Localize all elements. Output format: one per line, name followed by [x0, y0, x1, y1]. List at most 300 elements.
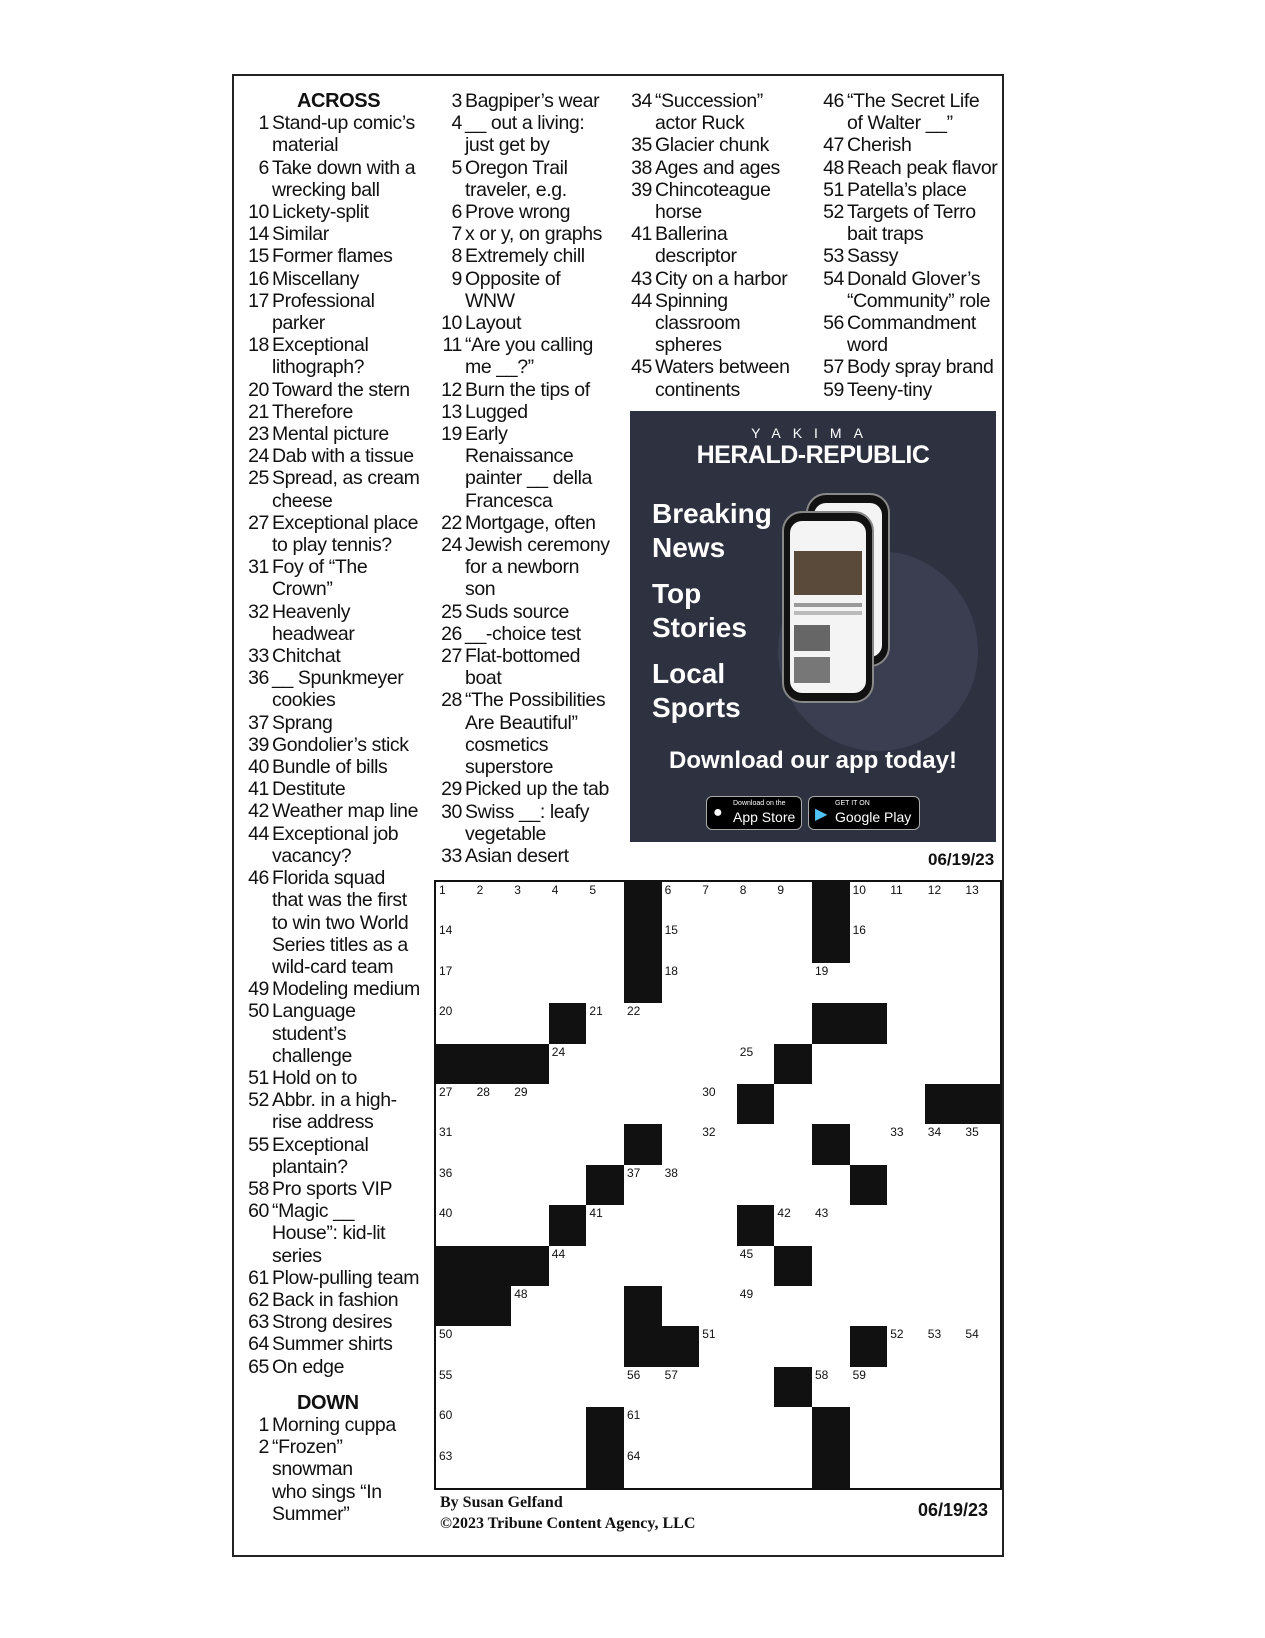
grid-cell[interactable]	[737, 1407, 776, 1448]
down-clue-list-2	[438, 90, 618, 867]
clue-down_col2-9	[438, 268, 618, 312]
grid-cell[interactable]	[474, 1003, 513, 1044]
grid-cell[interactable]	[774, 963, 813, 1004]
grid-cell[interactable]	[737, 1367, 776, 1408]
grid-block	[549, 1205, 588, 1246]
clue-text-line: boat	[465, 667, 502, 690]
grid-cell[interactable]	[925, 882, 964, 923]
clue-number: 40	[248, 756, 269, 779]
clue-text-line: continents	[655, 378, 740, 401]
grid-cell[interactable]	[774, 922, 813, 963]
grid-cell-number: 45	[739, 1246, 754, 1261]
grid-cell[interactable]	[737, 1286, 776, 1327]
grid-cell[interactable]	[774, 1003, 813, 1044]
grid-cell[interactable]	[474, 1448, 513, 1488]
clue-text-line: Exceptional place	[272, 511, 419, 534]
clue-text-line: __ Spunkmeyer	[272, 667, 404, 690]
grid-cell[interactable]	[586, 1286, 625, 1327]
clue-text-line: Destitute	[272, 778, 346, 801]
grid-cell[interactable]	[962, 1044, 1000, 1085]
grid-cell[interactable]	[662, 1448, 701, 1488]
clue-text-line: to win two World	[272, 911, 409, 934]
clue-number: 16	[248, 267, 269, 290]
grid-cell[interactable]	[737, 922, 776, 963]
grid-cell[interactable]	[774, 1165, 813, 1206]
clue-number: 31	[248, 556, 269, 579]
grid-cell[interactable]	[511, 1003, 550, 1044]
clue-text-line: Francesca	[465, 489, 553, 512]
author-credit: By Susan Gelfand	[440, 1494, 563, 1511]
grid-cell[interactable]	[812, 1084, 851, 1125]
grid-cell[interactable]	[511, 1407, 550, 1448]
grid-cell[interactable]	[887, 922, 926, 963]
clue-down_col4-51	[820, 179, 1000, 201]
clue-number: 55	[248, 1133, 269, 1156]
grid-cell[interactable]	[962, 1367, 1000, 1408]
clue-down_col3-39	[628, 179, 808, 223]
clue-text-line: “The Possibilities	[465, 689, 606, 712]
ad-line-sports: Sports	[652, 692, 741, 723]
grid-cell[interactable]	[850, 1124, 889, 1165]
grid-cell[interactable]	[586, 922, 625, 963]
grid-cell[interactable]	[850, 1407, 889, 1448]
grid-block	[925, 1084, 964, 1125]
grid-cell[interactable]	[887, 1124, 926, 1165]
grid-cell-number: 6	[664, 883, 672, 897]
clue-across-44	[245, 823, 430, 867]
grid-cell[interactable]	[586, 963, 625, 1004]
grid-block	[474, 1246, 513, 1287]
grid-cell[interactable]	[887, 882, 926, 923]
grid-cell[interactable]	[511, 882, 550, 923]
grid-cell[interactable]	[699, 1165, 738, 1206]
grid-cell[interactable]	[850, 1044, 889, 1085]
grid-block	[774, 1044, 813, 1085]
grid-cell[interactable]	[662, 963, 701, 1004]
clue-across-41	[245, 778, 430, 800]
clue-text-line: wrecking ball	[272, 178, 380, 201]
clue-number: 52	[248, 1089, 269, 1112]
clue-number: 64	[248, 1333, 269, 1356]
grid-cell[interactable]	[436, 1326, 475, 1367]
grid-cell[interactable]	[624, 1205, 663, 1246]
grid-cell[interactable]	[474, 1367, 513, 1408]
clue-number: 62	[248, 1288, 269, 1311]
clue-text-line: cheese	[272, 489, 333, 512]
clue-text-line: Spread, as cream	[272, 467, 420, 490]
clue-text-line: Modeling medium	[272, 978, 420, 1001]
clue-number: 59	[823, 378, 844, 401]
grid-cell[interactable]	[962, 1165, 1000, 1206]
grid-cell[interactable]	[511, 1165, 550, 1206]
grid-cell[interactable]	[887, 1165, 926, 1206]
clue-text-line: Exceptional	[272, 1133, 369, 1156]
grid-cell[interactable]	[474, 1205, 513, 1246]
grid-cell[interactable]	[962, 1205, 1000, 1246]
clue-text-line: Abbr. in a high-	[272, 1089, 397, 1112]
grid-cell[interactable]	[737, 1246, 776, 1287]
clue-across-51	[245, 1067, 430, 1089]
grid-cell[interactable]	[887, 1286, 926, 1327]
clue-text-line: Renaissance	[465, 445, 574, 468]
clue-across-27	[245, 512, 430, 556]
grid-cell[interactable]	[474, 1407, 513, 1448]
grid-cell[interactable]	[549, 882, 588, 923]
grid-cell[interactable]	[436, 1003, 475, 1044]
grid-cell[interactable]	[474, 882, 513, 923]
grid-block	[850, 1326, 889, 1367]
grid-cell[interactable]	[624, 1448, 663, 1488]
grid-cell[interactable]	[699, 1448, 738, 1488]
grid-cell[interactable]	[436, 1084, 475, 1125]
grid-cell[interactable]	[699, 1286, 738, 1327]
grid-cell[interactable]	[662, 922, 701, 963]
grid-cell[interactable]	[436, 963, 475, 1004]
grid-cell[interactable]	[549, 1286, 588, 1327]
grid-cell[interactable]	[812, 1044, 851, 1085]
grid-cell[interactable]	[812, 1326, 851, 1367]
grid-cell[interactable]	[812, 963, 851, 1004]
grid-cell[interactable]	[474, 1326, 513, 1367]
grid-cell[interactable]	[699, 963, 738, 1004]
grid-cell[interactable]	[511, 1367, 550, 1408]
grid-cell[interactable]	[699, 1205, 738, 1246]
grid-cell[interactable]	[737, 1165, 776, 1206]
clue-across-58	[245, 1178, 430, 1200]
clue-text-line: bait traps	[847, 223, 924, 246]
grid-cell[interactable]	[887, 1367, 926, 1408]
grid-cell[interactable]	[511, 1448, 550, 1488]
grid-cell-number: 34	[927, 1125, 942, 1140]
grid-cell[interactable]	[812, 1165, 851, 1206]
clue-text-line: Teeny-tiny	[847, 378, 932, 401]
grid-cell[interactable]	[511, 922, 550, 963]
clue-text-line: Take down with a	[272, 156, 416, 179]
clue-number: 46	[248, 867, 269, 890]
grid-cell[interactable]	[774, 1448, 813, 1488]
grid-cell[interactable]	[925, 1044, 964, 1085]
grid-cell[interactable]	[624, 1407, 663, 1448]
grid-cell[interactable]	[774, 1124, 813, 1165]
grid-cell[interactable]	[586, 1124, 625, 1165]
clue-down_col2-19	[438, 423, 618, 512]
google-play-button[interactable]	[808, 796, 920, 830]
grid-cell[interactable]	[699, 1326, 738, 1367]
grid-cell[interactable]	[962, 1326, 1000, 1367]
grid-cell[interactable]	[812, 1246, 851, 1287]
grid-block	[586, 1448, 625, 1488]
grid-cell[interactable]	[850, 1286, 889, 1327]
clue-down_col2-12	[438, 379, 618, 401]
grid-cell[interactable]	[511, 1124, 550, 1165]
grid-cell[interactable]	[962, 1124, 1000, 1165]
clue-text-line: horse	[655, 201, 702, 224]
grid-cell[interactable]	[850, 922, 889, 963]
clue-text-line: for a newborn	[465, 556, 580, 579]
clue-down_col2-11	[438, 334, 618, 378]
grid-cell[interactable]	[662, 1084, 701, 1125]
grid-cell[interactable]	[737, 882, 776, 923]
grid-cell[interactable]	[925, 1286, 964, 1327]
clue-text-line: Prove wrong	[465, 201, 571, 224]
phone-front-image	[782, 511, 874, 703]
grid-cell[interactable]	[586, 1003, 625, 1044]
clue-column-2	[438, 90, 618, 867]
grid-block	[812, 1124, 851, 1165]
grid-cell[interactable]	[962, 922, 1000, 963]
crossword-grid[interactable]	[434, 880, 1002, 1490]
grid-cell[interactable]	[662, 1246, 701, 1287]
clue-down_col3-43	[628, 268, 808, 290]
grid-cell[interactable]	[699, 1367, 738, 1408]
grid-cell[interactable]	[549, 1326, 588, 1367]
grid-cell[interactable]	[436, 1448, 475, 1488]
grid-cell[interactable]	[549, 1367, 588, 1408]
grid-cell[interactable]	[925, 1205, 964, 1246]
grid-cell[interactable]	[850, 1205, 889, 1246]
grid-cell[interactable]	[774, 1326, 813, 1367]
clue-text-line: Ballerina	[655, 223, 728, 246]
clue-text-line: Summer”	[272, 1502, 350, 1525]
grid-cell[interactable]	[549, 1165, 588, 1206]
app-advertisement[interactable]	[630, 411, 996, 842]
grid-cell[interactable]	[699, 1246, 738, 1287]
grid-cell[interactable]	[887, 1448, 926, 1488]
grid-cell[interactable]	[737, 1448, 776, 1488]
grid-cell[interactable]	[737, 1003, 776, 1044]
grid-cell[interactable]	[850, 963, 889, 1004]
grid-cell[interactable]	[662, 1205, 701, 1246]
clue-down_col4-54	[820, 268, 1000, 312]
grid-cell[interactable]	[474, 922, 513, 963]
grid-cell[interactable]	[624, 1367, 663, 1408]
grid-cell-number: 35	[965, 1125, 979, 1140]
grid-cell[interactable]	[586, 1205, 625, 1246]
ad-line-top: Top	[652, 578, 702, 609]
clue-number: 25	[248, 467, 269, 490]
grid-cell[interactable]	[962, 1003, 1000, 1044]
grid-cell-number: 18	[664, 963, 678, 978]
clue-text-line: Similar	[272, 223, 329, 246]
grid-cell[interactable]	[549, 963, 588, 1004]
grid-cell[interactable]	[925, 1246, 964, 1287]
grid-cell-number: 54	[965, 1327, 979, 1342]
clue-number: 35	[631, 134, 652, 157]
grid-cell[interactable]	[511, 1205, 550, 1246]
clue-number: 47	[823, 134, 844, 157]
grid-cell[interactable]	[436, 1165, 475, 1206]
grid-cell[interactable]	[436, 1124, 475, 1165]
clue-text-line: Sassy	[847, 245, 899, 268]
grid-cell[interactable]	[887, 1326, 926, 1367]
grid-cell[interactable]	[962, 1448, 1000, 1488]
clue-text-line: Therefore	[272, 400, 353, 423]
clue-text-line: Suds source	[465, 600, 569, 623]
grid-cell[interactable]	[850, 882, 889, 923]
grid-cell[interactable]	[962, 1286, 1000, 1327]
clue-down_col4-59	[820, 379, 1000, 401]
grid-cell[interactable]	[624, 1084, 663, 1125]
grid-cell[interactable]	[774, 882, 813, 923]
grid-cell[interactable]	[925, 1448, 964, 1488]
clue-text-line: Targets of Terro	[847, 201, 976, 224]
clue-down_col4-53	[820, 245, 1000, 267]
clue-down_col4-48	[820, 157, 1000, 179]
clue-number: 60	[248, 1200, 269, 1223]
grid-cell-number: 25	[739, 1044, 754, 1059]
grid-cell[interactable]	[774, 1407, 813, 1448]
grid-cell[interactable]	[436, 1407, 475, 1448]
clue-text-line: “Succession”	[655, 90, 763, 112]
grid-cell-number: 41	[589, 1206, 603, 1221]
grid-cell[interactable]	[662, 1165, 701, 1206]
grid-cell[interactable]	[549, 922, 588, 963]
grid-cell[interactable]	[962, 1407, 1000, 1448]
clue-number: 3	[451, 90, 462, 112]
clue-text-line: plantain?	[272, 1155, 348, 1178]
grid-cell[interactable]	[699, 1084, 738, 1125]
clue-number: 5	[451, 156, 462, 179]
grid-cell[interactable]	[850, 1448, 889, 1488]
grid-cell[interactable]	[887, 963, 926, 1004]
grid-block	[436, 1286, 475, 1327]
clue-down_col3-34	[628, 90, 808, 134]
clue-number: 54	[823, 267, 844, 290]
grid-cell[interactable]	[925, 1407, 964, 1448]
grid-cell-number: 21	[589, 1004, 603, 1019]
grid-cell[interactable]	[962, 963, 1000, 1004]
grid-cell[interactable]	[474, 963, 513, 1004]
clue-number: 1	[258, 112, 269, 135]
app-store-button[interactable]	[706, 796, 802, 830]
grid-cell[interactable]	[850, 1084, 889, 1125]
grid-cell[interactable]	[662, 1407, 701, 1448]
grid-cell[interactable]	[699, 882, 738, 923]
grid-cell[interactable]	[925, 1326, 964, 1367]
grid-cell[interactable]	[925, 1124, 964, 1165]
grid-cell[interactable]	[511, 1326, 550, 1367]
grid-cell[interactable]	[925, 1367, 964, 1408]
grid-cell[interactable]	[925, 922, 964, 963]
grid-cell[interactable]	[586, 1084, 625, 1125]
clue-across-25	[245, 467, 430, 511]
grid-cell[interactable]	[586, 1246, 625, 1287]
grid-cell[interactable]	[925, 1003, 964, 1044]
grid-cell-number: 10	[852, 883, 866, 897]
clue-across-20	[245, 379, 430, 401]
clue-text-line: Bagpiper’s wear	[465, 90, 600, 112]
clue-text-line: x or y, on graphs	[465, 223, 602, 246]
grid-cell[interactable]	[624, 1165, 663, 1206]
grid-cell[interactable]	[774, 1205, 813, 1246]
grid-cell[interactable]	[850, 1246, 889, 1287]
grid-cell[interactable]	[962, 1246, 1000, 1287]
grid-cell[interactable]	[662, 1044, 701, 1085]
grid-cell[interactable]	[699, 922, 738, 963]
grid-cell[interactable]	[887, 1246, 926, 1287]
clue-down_col4-46	[820, 90, 1000, 134]
grid-cell[interactable]	[549, 1246, 588, 1287]
grid-cell[interactable]	[812, 1367, 851, 1408]
clue-text-line: of Walter __”	[847, 112, 953, 135]
clue-number: 41	[631, 223, 652, 246]
grid-cell[interactable]	[662, 882, 701, 923]
grid-cell[interactable]	[511, 1286, 550, 1327]
grid-cell[interactable]	[624, 1044, 663, 1085]
clue-down_col2-25	[438, 601, 618, 623]
grid-block	[737, 1205, 776, 1246]
grid-cell[interactable]	[586, 882, 625, 923]
grid-cell[interactable]	[887, 1407, 926, 1448]
grid-cell[interactable]	[962, 882, 1000, 923]
grid-cell[interactable]	[436, 882, 475, 923]
grid-cell[interactable]	[549, 1407, 588, 1448]
grid-cell[interactable]	[699, 1407, 738, 1448]
grid-cell[interactable]	[436, 1205, 475, 1246]
grid-cell[interactable]	[586, 1367, 625, 1408]
grid-cell[interactable]	[624, 1003, 663, 1044]
grid-cell[interactable]	[474, 1165, 513, 1206]
grid-cell[interactable]	[586, 1326, 625, 1367]
grid-cell[interactable]	[699, 1003, 738, 1044]
grid-cell[interactable]	[850, 1367, 889, 1408]
play-icon: ▶	[815, 806, 828, 823]
clue-text-line: traveler, e.g.	[465, 178, 567, 201]
grid-cell[interactable]	[699, 1124, 738, 1165]
grid-cell[interactable]	[774, 1286, 813, 1327]
grid-cell[interactable]	[511, 1084, 550, 1125]
grid-cell[interactable]	[662, 1367, 701, 1408]
grid-cell[interactable]	[737, 1044, 776, 1085]
grid-cell[interactable]	[624, 1246, 663, 1287]
grid-cell[interactable]	[662, 1003, 701, 1044]
clue-down_col2-30	[438, 801, 618, 845]
ad-line-stories: Stories	[652, 612, 747, 643]
grid-cell[interactable]	[887, 1044, 926, 1085]
grid-cell[interactable]	[436, 922, 475, 963]
grid-cell[interactable]	[549, 1044, 588, 1085]
grid-cell[interactable]	[887, 1084, 926, 1125]
grid-cell[interactable]	[925, 963, 964, 1004]
grid-cell[interactable]	[812, 1205, 851, 1246]
clue-number: 20	[248, 378, 269, 401]
clue-down_col3-45	[628, 356, 808, 400]
clue-text-line: Heavenly	[272, 600, 351, 623]
grid-cell[interactable]	[662, 1124, 701, 1165]
grid-cell[interactable]	[887, 1003, 926, 1044]
grid-cell[interactable]	[662, 1286, 701, 1327]
grid-cell[interactable]	[586, 1044, 625, 1085]
grid-cell-number: 59	[852, 1367, 866, 1382]
grid-cell[interactable]	[436, 1367, 475, 1408]
grid-cell[interactable]	[812, 1286, 851, 1327]
grid-cell[interactable]	[925, 1165, 964, 1206]
grid-cell[interactable]	[474, 1124, 513, 1165]
grid-cell[interactable]	[549, 1084, 588, 1125]
grid-cell[interactable]	[699, 1044, 738, 1085]
clue-number: 33	[248, 645, 269, 668]
grid-cell[interactable]	[511, 963, 550, 1004]
grid-cell[interactable]	[474, 1084, 513, 1125]
grid-cell[interactable]	[774, 1084, 813, 1125]
grid-cell-number: 12	[927, 883, 942, 897]
grid-cell[interactable]	[887, 1205, 926, 1246]
grid-cell[interactable]	[549, 1124, 588, 1165]
grid-cell[interactable]	[549, 1448, 588, 1488]
grid-cell[interactable]	[737, 1326, 776, 1367]
grid-cell[interactable]	[737, 1124, 776, 1165]
grid-cell[interactable]	[737, 963, 776, 1004]
